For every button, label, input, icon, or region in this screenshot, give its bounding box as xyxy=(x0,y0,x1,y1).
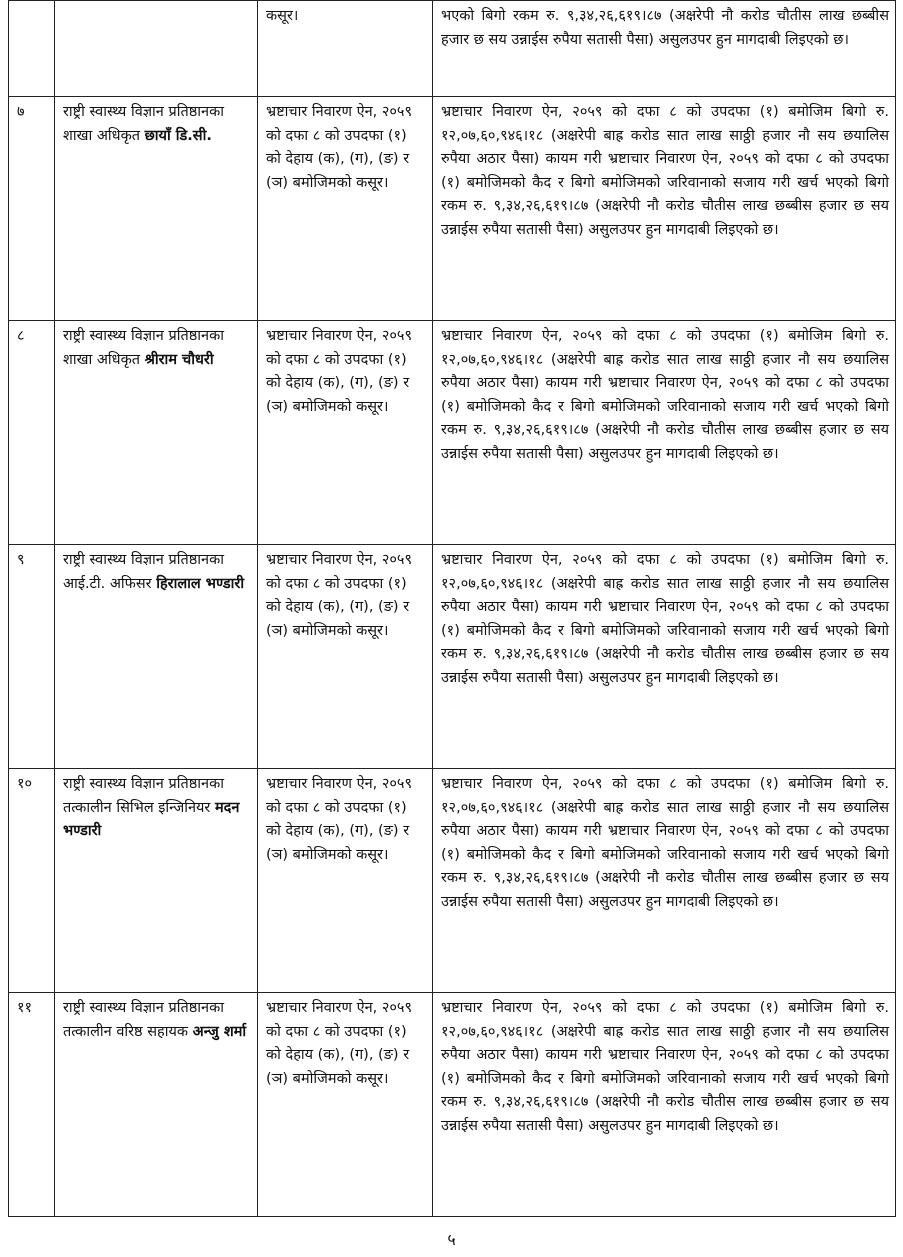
serial-number: ११ xyxy=(17,1000,33,1016)
charge-cell xyxy=(258,97,433,321)
claim-text: भएको बिगो रकम रु. ९,३४,२६,६१९।८७ (अक्षरेपी नौ करोड चौतीस लाख छब्बीस हजार छ सय उन्नाईस रुपैया सतासी पैसा) असुलउपर हुन मागदाबी लिइएको छ। xyxy=(441,8,889,48)
table-row xyxy=(9,545,896,769)
charge-text: भ्रष्टाचार निवारण ऐन, २०५९ को दफा ८ को उपदफा (१) को देहाय (क), (ग), (ङ) र (ञ) बमोजिमको कसूर। xyxy=(266,776,413,863)
page-number: ५ xyxy=(447,1230,456,1249)
defendant-designation: राष्ट्री स्वास्थ्य विज्ञान प्रतिष्ठानका शाखा अधिकृत xyxy=(63,328,224,368)
charge-text: भ्रष्टाचार निवारण ऐन, २०५९ को दफा ८ को उपदफा (१) को देहाय (क), (ग), (ङ) र (ञ) बमोजिमको कसूर। xyxy=(266,328,413,415)
serial-number-cell xyxy=(9,1,55,97)
claim-text: भ्रष्टाचार निवारण ऐन, २०५९ को दफा ८ को उपदफा (१) बमोजिम बिगो रु. १२,०७,६०,९४६।१८ (अक्षरेपी बाह्र करोड सात लाख साठ्ठी हजार नौ सय छयालिस रुपैया अठार पैसा) कायम गरी भ्रष्टाचार निवारण ऐन, २०५९ को दफा ८ को उपदफा (१) बमोजिमको कैद र बिगो बमोजिमको जरिवानाको सजाय गरी खर्च भएको बिगो रकम रु. ९,३४,२६,६१९।८७ (अक्षरेपी नौ करोड चौतीस लाख छब्बीस हजार छ सय उन्नाईस रुपैया सतासी पैसा) असुलउपर हुन मागदाबी लिइएको छ। xyxy=(441,776,889,910)
defendant-designation: राष्ट्री स्वास्थ्य विज्ञान प्रतिष्ठानका शाखा अधिकृत xyxy=(63,104,224,144)
serial-number: १० xyxy=(17,776,33,792)
charge-text: भ्रष्टाचार निवारण ऐन, २०५९ को दफा ८ को उपदफा (१) को देहाय (क), (ग), (ङ) र (ञ) बमोजिमको कसूर। xyxy=(266,1000,413,1087)
charge-text: कसूर। xyxy=(266,8,299,24)
serial-number: ७ xyxy=(17,104,25,120)
defendant-cell xyxy=(55,545,258,769)
defendant-designation: राष्ट्री स्वास्थ्य विज्ञान प्रतिष्ठानका तत्कालीन वरिष्ठ सहायक xyxy=(63,1000,224,1040)
claim-cell xyxy=(433,321,896,545)
table-row xyxy=(9,993,896,1217)
charge-cell xyxy=(258,545,433,769)
claim-text: भ्रष्टाचार निवारण ऐन, २०५९ को दफा ८ को उपदफा (१) बमोजिम बिगो रु. १२,०७,६०,९४६।१८ (अक्षरेपी बाह्र करोड सात लाख साठ्ठी हजार नौ सय छयालिस रुपैया अठार पैसा) कायम गरी भ्रष्टाचार निवारण ऐन, २०५९ को दफा ८ को उपदफा (१) बमोजिमको कैद र बिगो बमोजिमको जरिवानाको सजाय गरी खर्च भएको बिगो रकम रु. ९,३४,२६,६१९।८७ (अक्षरेपी नौ करोड चौतीस लाख छब्बीस हजार छ सय उन्नाईस रुपैया सतासी पैसा) असुलउपर हुन मागदाबी लिइएको छ। xyxy=(441,104,889,238)
defendant-name: छायाँ डि.सी. xyxy=(144,127,212,144)
serial-number-cell xyxy=(9,993,55,1217)
charge-cell xyxy=(258,321,433,545)
defendant-name: मदन भण्डारी xyxy=(63,799,240,840)
table-row xyxy=(9,321,896,545)
claim-cell xyxy=(433,545,896,769)
claim-cell xyxy=(433,97,896,321)
charge-cell xyxy=(258,993,433,1217)
claim-cell xyxy=(433,1,896,97)
defendant-designation: राष्ट्री स्वास्थ्य विज्ञान प्रतिष्ठानका आई.टी. अफिसर xyxy=(63,552,224,592)
defendant-cell xyxy=(55,321,258,545)
table-row xyxy=(9,97,896,321)
defendants-table xyxy=(8,0,896,1217)
charge-cell xyxy=(258,1,433,97)
defendant-name: अन्जु शर्मा xyxy=(192,1023,247,1040)
claim-cell xyxy=(433,769,896,993)
claim-text: भ्रष्टाचार निवारण ऐन, २०५९ को दफा ८ को उपदफा (१) बमोजिम बिगो रु. १२,०७,६०,९४६।१८ (अक्षरेपी बाह्र करोड सात लाख साठ्ठी हजार नौ सय छयालिस रुपैया अठार पैसा) कायम गरी भ्रष्टाचार निवारण ऐन, २०५९ को दफा ८ को उपदफा (१) बमोजिमको कैद र बिगो बमोजिमको जरिवानाको सजाय गरी खर्च भएको बिगो रकम रु. ९,३४,२६,६१९।८७ (अक्षरेपी नौ करोड चौतीस लाख छब्बीस हजार छ सय उन्नाईस रुपैया सतासी पैसा) असुलउपर हुन मागदाबी लिइएको छ। xyxy=(441,328,889,462)
charge-text: भ्रष्टाचार निवारण ऐन, २०५९ को दफा ८ को उपदफा (१) को देहाय (क), (ग), (ङ) र (ञ) बमोजिमको कसूर। xyxy=(266,552,413,639)
defendant-cell xyxy=(55,1,258,97)
defendant-cell xyxy=(55,769,258,993)
serial-number-cell xyxy=(9,769,55,993)
serial-number: ९ xyxy=(17,552,25,568)
defendant-name: श्रीराम चौधरी xyxy=(144,351,214,368)
defendant-cell xyxy=(55,993,258,1217)
defendant-name: हिरालाल भण्डारी xyxy=(156,575,245,592)
defendant-designation: राष्ट्री स्वास्थ्य विज्ञान प्रतिष्ठानका तत्कालीन सिभिल इन्जिनियर xyxy=(63,776,224,816)
charge-cell xyxy=(258,769,433,993)
serial-number: ८ xyxy=(17,328,25,344)
claim-cell xyxy=(433,993,896,1217)
table-row-continuation xyxy=(9,1,896,97)
claim-text: भ्रष्टाचार निवारण ऐन, २०५९ को दफा ८ को उपदफा (१) बमोजिम बिगो रु. १२,०७,६०,९४६।१८ (अक्षरेपी बाह्र करोड सात लाख साठ्ठी हजार नौ सय छयालिस रुपैया अठार पैसा) कायम गरी भ्रष्टाचार निवारण ऐन, २०५९ को दफा ८ को उपदफा (१) बमोजिमको कैद र बिगो बमोजिमको जरिवानाको सजाय गरी खर्च भएको बिगो रकम रु. ९,३४,२६,६१९।८७ (अक्षरेपी नौ करोड चौतीस लाख छब्बीस हजार छ सय उन्नाईस रुपैया सतासी पैसा) असुलउपर हुन मागदाबी लिइएको छ। xyxy=(441,1000,889,1134)
table-row xyxy=(9,769,896,993)
defendant-cell xyxy=(55,97,258,321)
serial-number-cell xyxy=(9,97,55,321)
charge-text: भ्रष्टाचार निवारण ऐन, २०५९ को दफा ८ को उपदफा (१) को देहाय (क), (ग), (ङ) र (ञ) बमोजिमको कसूर। xyxy=(266,104,413,191)
claim-text: भ्रष्टाचार निवारण ऐन, २०५९ को दफा ८ को उपदफा (१) बमोजिम बिगो रु. १२,०७,६०,९४६।१८ (अक्षरेपी बाह्र करोड सात लाख साठ्ठी हजार नौ सय छयालिस रुपैया अठार पैसा) कायम गरी भ्रष्टाचार निवारण ऐन, २०५९ को दफा ८ को उपदफा (१) बमोजिमको कैद र बिगो बमोजिमको जरिवानाको सजाय गरी खर्च भएको बिगो रकम रु. ९,३४,२६,६१९।८७ (अक्षरेपी नौ करोड चौतीस लाख छब्बीस हजार छ सय उन्नाईस रुपैया सतासी पैसा) असुलउपर हुन मागदाबी लिइएको छ। xyxy=(441,552,889,686)
serial-number-cell xyxy=(9,321,55,545)
serial-number-cell xyxy=(9,545,55,769)
